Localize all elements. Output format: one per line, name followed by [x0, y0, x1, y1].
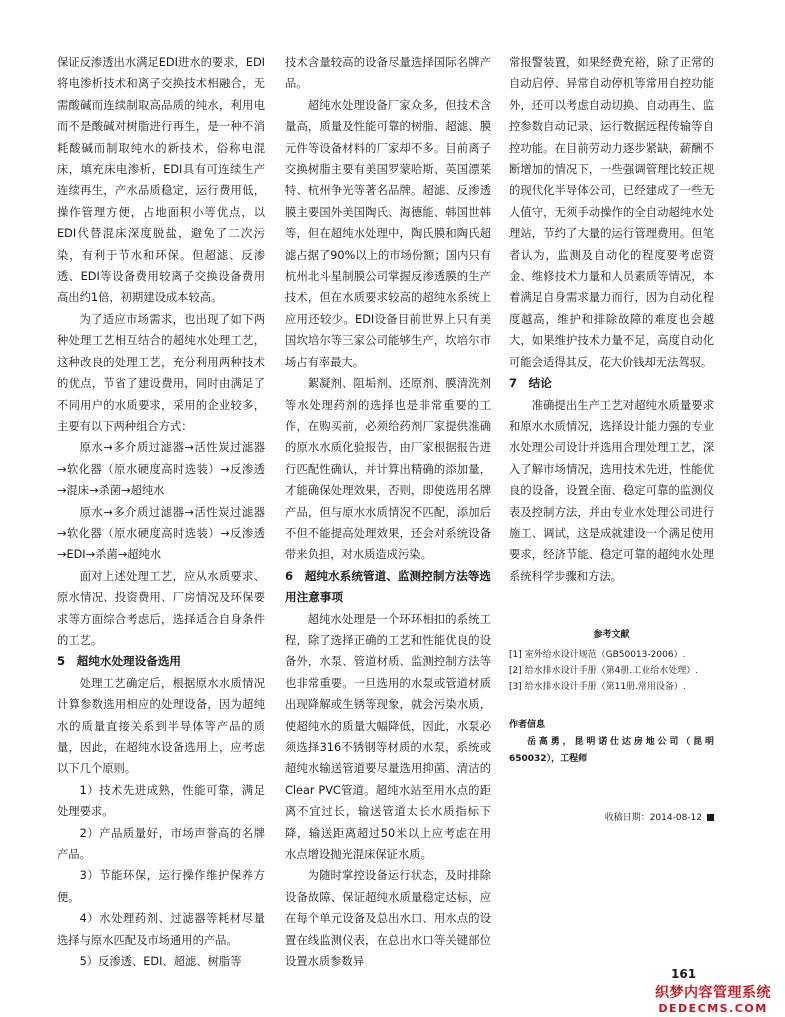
- paragraph: 为随时掌控设备运行状态，及时排除设备故障、保证超纯水质量稳定达标，应在每个单元设备及总出水口、用水点的设置在线监测仪表，在总出水口等关键部位设置水质参数异: [285, 869, 491, 969]
- column-1: [57, 52, 265, 972]
- reference-item: [2] 给水排水设计手册（第4册.工业给水处理）.: [509, 666, 699, 677]
- paragraph: 1）技术先进成熟，性能可靠，满足处理要求。: [57, 783, 265, 819]
- column-3-body: [509, 52, 714, 587]
- reference-item: [3] 给水排水设计手册（第11册.常用设备）.: [509, 682, 686, 693]
- paragraph: 超纯水处理设备厂家众多，但技术含量高，质量及性能可靠的树脂、超滤、膜元件等设备材料的厂家却不多。目前离子交换树脂主要有美国罗蒙哈斯、英国漂莱特、杭州争光等著名品牌。超滤、反渗透膜主要国外美国陶氏、海德能、韩国世韩等，但在超纯水处理中，陶氏膜和陶氏超滤占据了90%以上的市场份额；国内只有杭州北斗星制膜公司掌握反渗透膜的生产技术，但在水质要求较高的超纯水系统上应用还较少。EDI设备目前世界上只有美国坎培尔等三家公司能够生产，坎培尔市场占有率最大。: [285, 98, 491, 369]
- references: [509, 627, 714, 695]
- paragraph: 絮凝剂、阻垢剂、还原剂、膜清洗剂等水处理药剂的选择也是非常重要的工作，在购买前，必须给药剂厂家提供准确的原水水质化验报告，由厂家根据报告进行匹配性确认，并计算出精确的添加量，才能确保处理效果，否则，即使选用名牌产品，但与原水水质情况不匹配，添加后不但不能提高处理效果，还会对系统设备带来负担，对水质造成污染。: [285, 377, 491, 562]
- paragraph: 常报警装置，如果经费充裕，除了正常的自动启停、异常自动停机等常用自控功能外，还可以考虑自动切换、自动再生、监控参数自动记录、运行数据远程传输等自控功能。在目前劳动力逐步紧缺，薪酬不断增加的情况下，一些强调管理比较正规的现代化半导体公司，已经建成了一些无人值守，无须手动操作的全自动超纯水处理站，节约了大量的运行管理费用。但笔者认为，监测及自动化的程度要考虑资金、维修技术力量和人员素质等情况，本着满足自身需求量力而行，因为自动化程度越高，维护和排除故障的难度也会越大，如果维护技术力量不足，高度自动化可能会适得其反，花大价钱却无法驾驭。: [509, 56, 714, 369]
- received-date: [509, 808, 714, 829]
- references-title: 参考文献: [593, 630, 630, 641]
- section-heading: 7 结论: [509, 376, 552, 391]
- received-date-text: 收稿日期：2014-08-12: [604, 813, 702, 824]
- paragraph: 5）反渗透、EDI、超滤、树脂等: [79, 955, 242, 969]
- paragraph: 保证反渗透出水满足EDI进水的要求，EDI将电渗析技术和离子交换技术相融合，无需酸碱而连续制取高品质的纯水，利用电而不是酸碱对树脂进行再生，是一种不消耗酸碱而制取纯水的新技术，俗称电混床，填充床电渗析，EDI具有可连续生产连续再生，产水品质稳定，运行费用低，操作管理方便，占地面积小等优点，以EDI代替混床深度脱盐，避免了二次污染，有利于节水和环保。但超滤、反渗透、EDI等设备费用较离子交换设备费用高出约1倍，初期建设成本较高。: [57, 56, 265, 305]
- author-info: [509, 717, 714, 768]
- column-2: [285, 52, 491, 972]
- paragraph: 4）水处理药剂、过滤器等耗材尽量选择与原水匹配及市场通用的产品。: [57, 912, 265, 947]
- paragraph: 面对上述处理工艺，应从水质要求、原水情况、投资费用、厂房情况及环保要求等方面综合考虑后，选择适合自身条件的工艺。: [57, 569, 265, 647]
- paragraph: 技术含量较高的设备尽量选择国际名牌产品。: [285, 56, 491, 91]
- column-3: [509, 52, 714, 830]
- paragraph: 原水→多介质过滤器→活性炭过滤器→软化器（原水硬度高时选装）→反渗透→EDI→杀菌→超纯水: [57, 505, 265, 562]
- paragraph: 为了适应市场需求，也出现了如下两种处理工艺相互结合的超纯水处理工艺，这种改良的处理工艺，充分利用两种技术的优点，节省了建设费用，同时由满足了不同用户的水质要求，采用的企业较多，主要有以下两种组合方式：: [57, 312, 265, 433]
- watermark: [655, 982, 771, 1015]
- reference-item: [1] 室外给水设计规范（GB50013-2006）.: [509, 650, 686, 661]
- end-square-icon: [707, 814, 714, 821]
- page-number: 161: [671, 967, 697, 981]
- paragraph: 处理工艺确定后，根据原水水质情况计算参数选用相应的处理设备，因为超纯水的质量直接关系到半导体等产品的质量，因此，在超纯水设备选用上，应考虑以下几个原则。: [57, 676, 265, 776]
- section-heading: 6 超纯水系统管道、监测控制方法等选用注意事项: [285, 568, 491, 605]
- watermark-en: DEDECMS.COM: [658, 1002, 768, 1015]
- paragraph: 超纯水处理是一个环环相扣的系统工程，除了选择正确的工艺和性能优良的设备外，水泵、管道材质、监测控制方法等也非常重要。一旦选用的水泵或管道材质出现降解或生锈等现象，就会污染水质，使超纯水的质量大幅降低，因此，水泵必须选择316不锈钢等材质的水泵，系统或超纯水输送管道要尽量选用抑菌、清洁的Clear PVC管道。超纯水站至用水点的距离不宜过长，输送管道太长水质指标下降，输送距离超过50米以上应考虑在用水点增设抛光混床保证水质。: [285, 612, 491, 862]
- paragraph: 原水→多介质过滤器→活性炭过滤器→软化器（原水硬度高时选装）→反渗透→混床→杀菌→超纯水: [57, 441, 265, 498]
- section-heading: 5 超纯水处理设备选用: [57, 654, 182, 669]
- paragraph: 3）节能环保，运行操作维护保养方便。: [57, 869, 265, 904]
- author-info-title: 作者信息: [509, 720, 546, 731]
- paragraph: 2）产品质量好，市场声誉高的名牌产品。: [57, 826, 265, 862]
- watermark-cn: 织梦内容管理系统: [655, 985, 771, 1001]
- author-detail: 岳高勇，昆明诺仕达房地公司（昆明650032），工程师: [509, 737, 714, 765]
- paragraph: 准确提出生产工艺对超纯水质量要求和原水水质情况，选择设计能力强的专业水处理公司设计并选用合理处理工艺，深入了解市场情况，选用技术先进，性能优良的设备，设置全面、稳定可靠的监测仪表及控制方法，并由专业水处理公司进行施工、调试，这是成就建设一个满足使用要求，经济节能、稳定可靠的超纯水处理系统科学步骤和方法。: [509, 398, 714, 583]
